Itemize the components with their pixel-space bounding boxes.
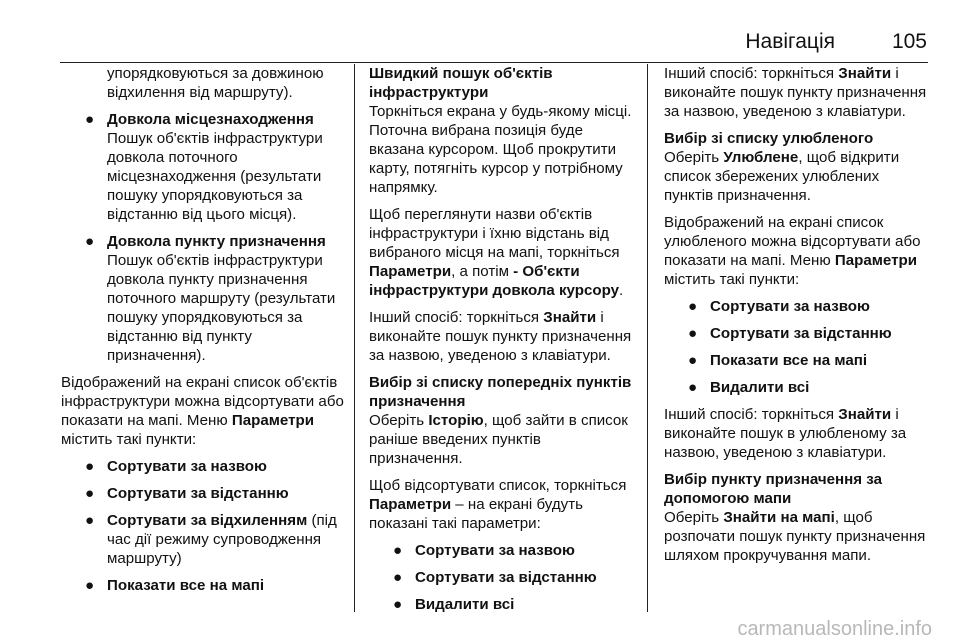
bullet-icon: ● <box>85 485 95 502</box>
column-divider-2 <box>647 64 648 612</box>
column-1 <box>61 64 346 603</box>
list-item: ● Сортувати за відхиленням (під час дії режиму супроводження маршруту) <box>85 512 337 567</box>
bullet-icon: ● <box>688 298 698 315</box>
paragraph: Інший спосіб: торкніться Знайти і виконайте пошук пункту призначення за назвою, уведеною з клавіатури. <box>369 309 632 364</box>
bullet-icon: ● <box>85 233 95 250</box>
menu-ref: Параметри <box>231 412 314 429</box>
section-heading: Вибір пункту призначення за допомогою мапи <box>664 471 882 507</box>
list-item-location <box>61 110 346 224</box>
list-item: ● Показати все на мапі <box>85 577 265 594</box>
paragraph: Відображений на екрані список улюбленого можна відсортувати або показати на мапі. Меню Параметри містить такі пункти: <box>664 214 921 288</box>
column-divider-1 <box>354 64 355 612</box>
paragraph: Інший спосіб: торкніться Знайти і виконайте пошук в улюбленому за назвою, уведеною з клавіатури. <box>664 406 907 461</box>
item-title: Довкола пункту призначення <box>107 233 326 250</box>
bullet-icon: ● <box>393 542 403 559</box>
section-heading: Вибір зі списку попередніх пунктів призначення <box>369 374 632 410</box>
bullet-icon: ● <box>393 569 403 586</box>
bullet-icon: ● <box>85 577 95 594</box>
list-item: ● Сортувати за відстанню <box>393 569 597 586</box>
list-item: ● Сортувати за назвою <box>85 458 267 475</box>
intro-continuation: упорядковуються за довжиною відхилення від маршруту). <box>107 65 324 101</box>
column-2 <box>369 64 635 622</box>
section-heading: Швидкий пошук об'єктів інфраструктури <box>369 65 553 101</box>
item-title: Довкола місцезнаходження <box>107 111 314 128</box>
favourites-section: Вибір зі списку улюбленого Оберіть Улюблене, щоб відкрити список збережених улюблених пунктів призначення. <box>664 129 928 205</box>
paragraph: Щоб відсортувати список, торкніться Параметри – на екрані будуть показані такі параметри: <box>369 477 627 532</box>
paragraph: Щоб переглянути назви об'єктів інфраструктури і їхню відстань від вибраного місця на мапі, торкніться Параметри, а потім - Об'єкти інфраструктури довкола курсору. <box>369 206 624 299</box>
bullet-icon: ● <box>393 596 403 613</box>
bullet-icon: ● <box>688 325 698 342</box>
list-item: ● Сортувати за назвою <box>688 298 870 315</box>
paragraph: Інший спосіб: торкніться Знайти і виконайте пошук пункту призначення за назвою, уведеною з клавіатури. <box>664 65 927 120</box>
bullet-icon: ● <box>85 111 95 128</box>
previous-destinations-section: Вибір зі списку попередніх пунктів призначення Оберіть Історію, щоб зайти в список раніше введених пунктів призначення. <box>369 373 635 468</box>
options-list <box>61 457 346 595</box>
options-list <box>664 297 928 397</box>
map-destination-section: Вибір пункту призначення за допомогою мапи Оберіть Знайти на мапі, щоб розпочати пошук пункту призначення шляхом прокручування мапи. <box>664 470 928 565</box>
bullet-icon: ● <box>688 352 698 369</box>
quick-search-section: Швидкий пошук об'єктів інфраструктури Торкніться екрана у будь-якому місці. Поточна вибрана позиція буде вказана курсором. Щоб прокрутити карту, потягніть курсор у потрібному напрямку. <box>369 64 635 197</box>
list-item: ● Показати все на мапі <box>688 352 868 369</box>
watermark: carmanualsonline.info <box>737 618 932 640</box>
item-text: Пошук об'єктів інфраструктури довкола поточного місцезнаходження (результати пошуку упорядковуються за відстанню від цього місця). <box>107 130 323 223</box>
list-item: ● Видалити всі <box>688 379 810 396</box>
list-item-destination <box>61 232 346 365</box>
options-list <box>369 541 635 614</box>
list-item: ● Сортувати за відстанню <box>688 325 892 342</box>
bullet-icon: ● <box>85 512 95 529</box>
page-number: 105 <box>891 30 927 53</box>
section-heading: Вибір зі списку улюбленого <box>664 130 874 147</box>
list-item: ● Сортувати за назвою <box>393 542 575 559</box>
page-header <box>60 30 927 56</box>
column-3 <box>664 64 928 573</box>
page-title: Навігація <box>745 30 835 53</box>
bullet-icon: ● <box>688 379 698 396</box>
header-rule <box>60 62 928 63</box>
item-text: Пошук об'єктів інфраструктури довкола пункту призначення поточного маршруту (результати пошуку упорядковуються за відстанню від пункту призначення). <box>107 252 336 364</box>
search-area-list <box>61 110 346 365</box>
list-item: ● Видалити всі <box>393 596 515 613</box>
list-paragraph: Відображений на екрані список об'єктів інфраструктури можна відсортувати або показати на мапі. Меню Параметри містить такі пункти: <box>61 374 344 448</box>
list-item: ● Сортувати за відстанню <box>85 485 289 502</box>
bullet-icon: ● <box>85 458 95 475</box>
